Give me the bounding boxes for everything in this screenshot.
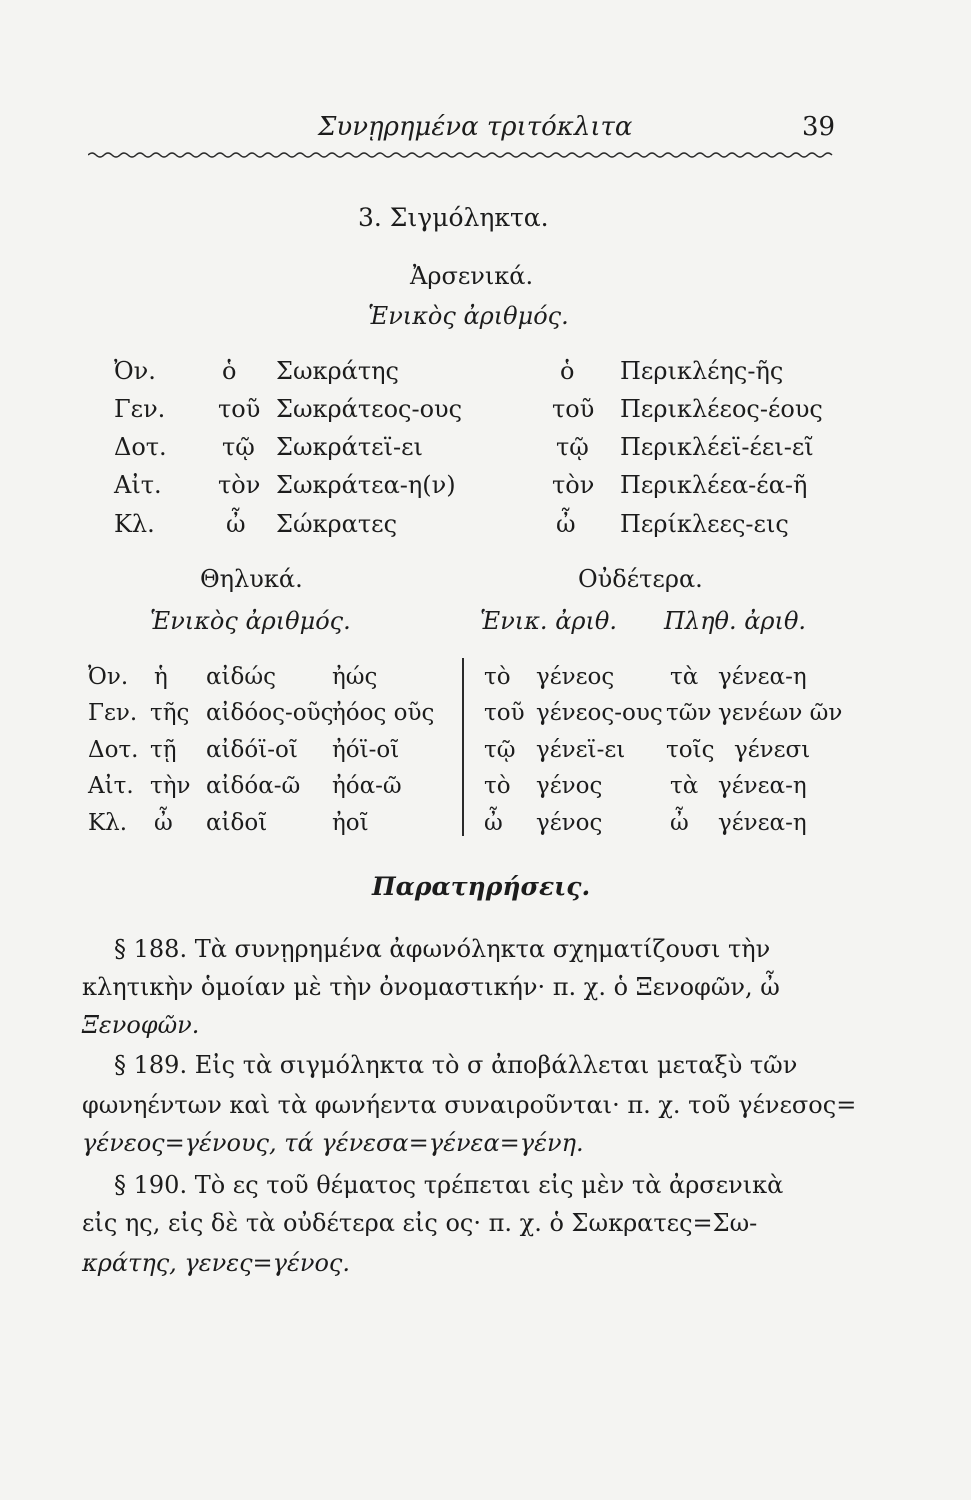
- section-heading: 3. Σιγμόληκτα.: [358, 203, 549, 232]
- article: τὸ: [484, 773, 511, 799]
- article: ὦ: [556, 510, 576, 538]
- article: τῷ: [556, 433, 589, 461]
- article: τῆς: [150, 700, 190, 726]
- form: Περικλέεϊ-έει-εῖ: [620, 433, 814, 461]
- form: Σωκράτεα-η(ν): [276, 471, 456, 499]
- article: ἡ: [154, 664, 168, 690]
- article: τῷ: [222, 433, 255, 461]
- case-label: Δοτ.: [114, 433, 167, 461]
- form: αἰδοῖ: [206, 810, 268, 836]
- article: τοῦ: [218, 395, 261, 423]
- form: Περίκλεες-εις: [620, 510, 789, 538]
- feminine-number-label: Ἑνικὸς ἀριθμός.: [150, 607, 351, 635]
- paragraph-line: Ξενοφῶν.: [82, 1011, 200, 1039]
- form: ἠώς: [332, 664, 378, 690]
- paragraph-line: εἰς ης, εἰς δὲ τὰ οὐδέτερα εἰς ος· π. χ. ὁ Σωκρατες=Σω-: [82, 1209, 758, 1237]
- case-label: Κλ.: [88, 810, 128, 836]
- paragraph-line: § 188. Τὰ συνῃρημένα ἀφωνόληκτα σχηματίζουσι τὴν: [114, 935, 771, 963]
- form: Σωκράτεϊ-ει: [276, 433, 423, 461]
- singular-label: Ἑνικὸς ἀριθμός.: [368, 302, 569, 330]
- article: τὸν: [218, 471, 261, 499]
- observations-heading: Παρατηρήσεις.: [372, 872, 591, 901]
- article: ὁ: [560, 357, 575, 385]
- article: τὸν: [552, 471, 595, 499]
- neuter-plural-label: Πληθ. ἀριθ.: [664, 607, 807, 635]
- article: τὰ: [670, 664, 699, 690]
- paragraph-line: φωνηέντων καὶ τὰ φωνήεντα συναιροῦνται· π. χ. τοῦ γένεσος=: [82, 1091, 857, 1119]
- column-divider: [462, 658, 464, 836]
- form: αἰδώς: [206, 664, 277, 690]
- case-label: Ὀν.: [88, 664, 129, 690]
- form: γένεος: [536, 664, 615, 690]
- article: ὦ: [154, 810, 173, 836]
- form: Σωκράτεος-ους: [276, 395, 463, 423]
- form: ἠόϊ-οῖ: [332, 737, 400, 763]
- article: τοῦ: [552, 395, 595, 423]
- case-label: Γεν.: [88, 700, 138, 726]
- form: ἠοῖ: [332, 810, 369, 836]
- form: γένος: [536, 773, 603, 799]
- article: τῇ: [150, 737, 177, 763]
- form: ἠόα-ῶ: [332, 773, 402, 799]
- form: γένεα-η: [718, 664, 807, 690]
- article: ὦ: [484, 810, 503, 836]
- article: ὦ: [670, 810, 689, 836]
- feminine-label: Θηλυκά.: [200, 565, 303, 593]
- paragraph-line: § 189. Εἰς τὰ σιγμόληκτα τὸ σ ἀποβάλλεται μεταξὺ τῶν: [114, 1051, 798, 1079]
- article: ὦ: [226, 510, 246, 538]
- wavy-header-rule: [88, 150, 833, 160]
- paragraph-line: § 190. Τὸ ες τοῦ θέματος τρέπεται εἰς μὲν τὰ ἀρσενικὰ: [114, 1171, 784, 1199]
- paragraph-line: κράτης, γενες=γένος.: [82, 1249, 350, 1277]
- article: τὰ: [670, 773, 699, 799]
- paragraph-line: γένεος=γένους, τά γένεσα=γένεα=γένη.: [82, 1129, 584, 1157]
- article: τὴν: [150, 773, 191, 799]
- article: τοῦ: [484, 700, 525, 726]
- case-label: Αἰτ.: [114, 471, 162, 499]
- article: τῶν: [666, 700, 712, 726]
- neuter-singular-label: Ἑνικ. ἀριθ.: [480, 607, 617, 635]
- form: γενέων ῶν: [718, 700, 843, 726]
- form: Σωκράτης: [276, 357, 399, 385]
- form: αἰδόϊ-οῖ: [206, 737, 298, 763]
- neuter-label: Οὐδέτερα.: [578, 565, 703, 593]
- form: γένεα-η: [718, 810, 807, 836]
- article: τοῖς: [666, 737, 715, 763]
- case-label: Ὀν.: [114, 357, 156, 385]
- form: γένεος-ους: [536, 700, 663, 726]
- page-number: 39: [802, 112, 836, 142]
- form: Περικλέεα-έα-ῆ: [620, 471, 808, 499]
- form: γένεϊ-ει: [536, 737, 626, 763]
- article: τῷ: [484, 737, 516, 763]
- form: Περικλέης-ῆς: [620, 357, 784, 385]
- article: τὸ: [484, 664, 511, 690]
- form: γένεα-η: [718, 773, 807, 799]
- form: αἰδόος-οῦς: [206, 700, 334, 726]
- form: αἰδόα-ῶ: [206, 773, 301, 799]
- form: γένος: [536, 810, 603, 836]
- form: Σώκρατες: [276, 510, 398, 538]
- case-label: Δοτ.: [88, 737, 139, 763]
- form: γένεσι: [734, 737, 811, 763]
- paragraph-line: κλητικὴν ὁμοίαν μὲ τὴν ὀνομαστικήν· π. χ. ὁ Ξενοφῶν, ὦ: [82, 973, 780, 1001]
- form: ἠόος οῦς: [332, 700, 435, 726]
- masculine-label: Ἀρσενικά.: [410, 262, 534, 290]
- case-label: Γεν.: [114, 395, 166, 423]
- running-header-title: Συνῃρημένα τριτόκλιτα: [318, 112, 633, 142]
- article: ὁ: [222, 357, 237, 385]
- case-label: Αἰτ.: [88, 773, 134, 799]
- form: Περικλέεος-έους: [620, 395, 823, 423]
- case-label: Κλ.: [114, 510, 155, 538]
